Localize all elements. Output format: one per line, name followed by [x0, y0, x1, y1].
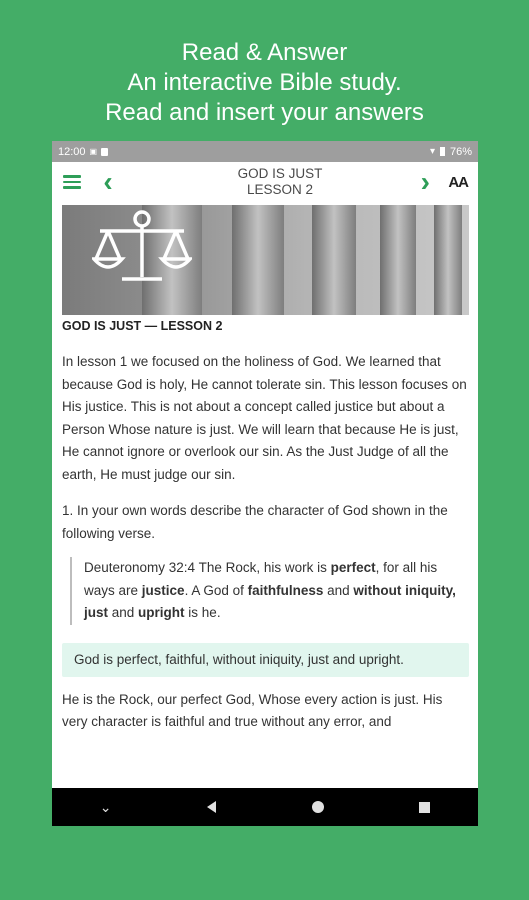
verse-text: , for all his ways are [84, 560, 438, 598]
chevron-down-icon[interactable]: ⌄ [99, 798, 112, 815]
app-bar [52, 162, 478, 202]
pillar [380, 205, 416, 315]
promo-line-3: Read and insert your answers [105, 99, 424, 126]
lesson-title-line-2: LESSON 2 [246, 182, 314, 197]
lesson-content [62, 317, 469, 734]
verse-text: The Rock, his work is [195, 560, 331, 575]
verse-text: is he. [184, 605, 221, 620]
promo-caption [0, 38, 529, 128]
verse-emphasis: perfect [330, 560, 376, 575]
verse-text: and [108, 605, 139, 620]
question-text: 1. In your own words describe the character of God shown in the following verse. [62, 503, 448, 541]
answer-field[interactable]: God is perfect, faithful, without iniquity, just and upright. [62, 643, 469, 677]
lesson-title-line-1: GOD IS JUST [237, 166, 323, 181]
verse-emphasis: faithfulness [247, 582, 324, 598]
back-icon[interactable] [207, 801, 216, 813]
wifi-icon: ▾ [429, 146, 435, 157]
intro-paragraph: In lesson 1 we focused on the holiness of God. We learned that because God is holy, He cannot tolerate sin. This lesson focuses on His justice. This is not about a concept called justice but about a Person Whose nature is just. We will learn that because He is just, He cannot ignore or overlook our sin. As the Just Judge of all the earth, He must judge our sin. [62, 354, 467, 482]
chevron-right-icon[interactable]: › [420, 166, 430, 197]
lesson-heading: GOD IS JUST — LESSON 2 [62, 319, 223, 333]
scales-icon [92, 209, 192, 287]
followup-paragraph: He is the Rock, our perfect God, Whose every action is just. His very character is faithful and true without any error, and [62, 691, 443, 729]
status-time: 12:00 [58, 145, 86, 158]
verse-text: and [323, 582, 354, 598]
verse-emphasis: without iniquity, just [84, 582, 456, 620]
hero-image [62, 205, 469, 315]
pillar [232, 205, 284, 315]
verse-text: . A God of [184, 582, 248, 598]
system-nav-bar [52, 788, 478, 826]
verse-emphasis: upright [138, 605, 185, 620]
pillar [312, 205, 356, 315]
status-bar [52, 141, 478, 162]
battery-percent: 76% [449, 145, 472, 158]
scripture-quote [70, 557, 469, 625]
promo-line-1: Read & Answer [181, 39, 348, 66]
menu-icon[interactable] [63, 175, 81, 189]
verse-ref: Deuteronomy 32:4 [84, 560, 196, 575]
pillar [434, 205, 462, 315]
promo-line-2: An interactive Bible study. [127, 69, 402, 96]
font-size-icon[interactable] [448, 174, 468, 191]
phone-screen [52, 141, 478, 826]
home-icon[interactable] [312, 801, 324, 813]
battery-icon [440, 147, 445, 156]
font-size-label: AA [448, 173, 468, 191]
lesson-title [175, 166, 385, 198]
sd-card-icon [101, 148, 108, 156]
chevron-left-icon[interactable]: ‹ [103, 166, 113, 197]
notification-icon: ▣ [89, 147, 98, 156]
verse-emphasis: justice [141, 582, 185, 598]
recents-icon[interactable] [419, 802, 430, 813]
